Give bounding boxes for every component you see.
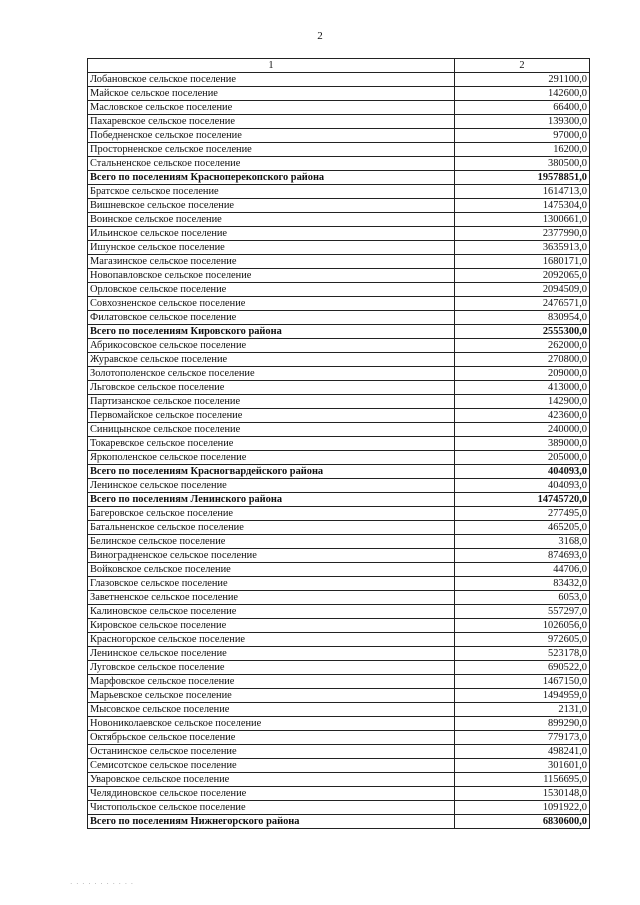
amount-cell: 66400,0 [455,101,590,115]
settlement-name-cell: Чистопольское сельское поселение [88,801,455,815]
settlement-name-cell: Стальненское сельское поселение [88,157,455,171]
table-row [88,367,590,381]
amount-cell: 972605,0 [455,633,590,647]
settlement-name-cell: Всего по поселениям Кировского района [88,325,455,339]
settlement-name-cell: Октябрьское сельское поселение [88,731,455,745]
settlement-name-cell: Первомайское сельское поселение [88,409,455,423]
amount-cell: 6053,0 [455,591,590,605]
table-row [88,689,590,703]
table-row [88,73,590,87]
settlement-name-cell: Всего по поселениям Красногвардейского района [88,465,455,479]
settlement-name-cell: Журавское сельское поселение [88,353,455,367]
settlement-name-cell: Батальненское сельское поселение [88,521,455,535]
amount-cell: 2092065,0 [455,269,590,283]
table-body [88,73,590,829]
amount-cell: 2131,0 [455,703,590,717]
amount-cell: 404093,0 [455,465,590,479]
amount-cell: 498241,0 [455,745,590,759]
amount-cell: 14745720,0 [455,493,590,507]
amount-cell: 523178,0 [455,647,590,661]
table-row [88,129,590,143]
amount-cell: 1467150,0 [455,675,590,689]
amount-cell: 6830600,0 [455,815,590,829]
amount-cell: 557297,0 [455,605,590,619]
table-row [88,591,590,605]
table-row [88,101,590,115]
settlement-name-cell: Партизанское сельское поселение [88,395,455,409]
table-total-row [88,325,590,339]
table-row [88,633,590,647]
amount-cell: 404093,0 [455,479,590,493]
settlement-name-cell: Магазинское сельское поселение [88,255,455,269]
amount-cell: 1494959,0 [455,689,590,703]
table-total-row [88,171,590,185]
table-row [88,521,590,535]
table-row [88,157,590,171]
amount-cell: 97000,0 [455,129,590,143]
amount-cell: 830954,0 [455,311,590,325]
amount-cell: 262000,0 [455,339,590,353]
amount-cell: 44706,0 [455,563,590,577]
table-row [88,661,590,675]
table-row [88,115,590,129]
amount-cell: 277495,0 [455,507,590,521]
settlement-name-cell: Кировское сельское поселение [88,619,455,633]
settlement-name-cell: Масловское сельское поселение [88,101,455,115]
table-row [88,143,590,157]
table-row [88,87,590,101]
amount-cell: 209000,0 [455,367,590,381]
settlement-name-cell: Совхозненское сельское поселение [88,297,455,311]
table-row [88,647,590,661]
table-row [88,563,590,577]
table-row [88,731,590,745]
amount-cell: 1475304,0 [455,199,590,213]
table-row [88,759,590,773]
amount-cell: 291100,0 [455,73,590,87]
table-total-row [88,493,590,507]
amount-cell: 1026056,0 [455,619,590,633]
table-row [88,269,590,283]
table-row [88,507,590,521]
settlement-name-cell: Останинское сельское поселение [88,745,455,759]
page-number: 2 [317,30,323,42]
settlement-name-cell: Войковское сельское поселение [88,563,455,577]
settlement-name-cell: Ленинское сельское поселение [88,647,455,661]
settlement-name-cell: Красногорское сельское поселение [88,633,455,647]
settlement-name-cell: Орловское сельское поселение [88,283,455,297]
table-row [88,451,590,465]
table-row [88,577,590,591]
amount-cell: 465205,0 [455,521,590,535]
table-total-row [88,815,590,829]
settlement-name-cell: Вишневское сельское поселение [88,199,455,213]
amount-cell: 2476571,0 [455,297,590,311]
column-header-name: 1 [88,59,455,73]
settlement-name-cell: Виноградненское сельское поселение [88,549,455,563]
amount-cell: 874693,0 [455,549,590,563]
settlement-name-cell: Багеровское сельское поселение [88,507,455,521]
amount-cell: 1091922,0 [455,801,590,815]
table-row [88,409,590,423]
settlement-name-cell: Новопавловское сельское поселение [88,269,455,283]
settlement-name-cell: Просторненское сельское поселение [88,143,455,157]
settlement-name-cell: Ленинское сельское поселение [88,479,455,493]
amount-cell: 83432,0 [455,577,590,591]
amount-cell: 1156695,0 [455,773,590,787]
table-row [88,241,590,255]
settlement-name-cell: Лобановское сельское поселение [88,73,455,87]
amount-cell: 899290,0 [455,717,590,731]
amount-cell: 139300,0 [455,115,590,129]
table-total-row [88,465,590,479]
table-row [88,479,590,493]
table-row [88,745,590,759]
table-header-row [88,59,590,73]
table-row [88,717,590,731]
amount-cell: 690522,0 [455,661,590,675]
table-row [88,339,590,353]
table-row [88,185,590,199]
settlement-name-cell: Яркополенское сельское поселение [88,451,455,465]
table-row [88,227,590,241]
settlement-name-cell: Семисотское сельское поселение [88,759,455,773]
settlement-name-cell: Филатовское сельское поселение [88,311,455,325]
settlement-name-cell: Марьевское сельское поселение [88,689,455,703]
settlement-name-cell: Ильинское сельское поселение [88,227,455,241]
amount-cell: 301601,0 [455,759,590,773]
table-row [88,549,590,563]
amount-cell: 19578851,0 [455,171,590,185]
amount-cell: 1614713,0 [455,185,590,199]
amount-cell: 779173,0 [455,731,590,745]
settlement-name-cell: Марфовское сельское поселение [88,675,455,689]
amount-cell: 423600,0 [455,409,590,423]
settlement-name-cell: Всего по поселениям Нижнегорского района [88,815,455,829]
amount-cell: 142600,0 [455,87,590,101]
table-row [88,437,590,451]
amount-cell: 142900,0 [455,395,590,409]
settlement-name-cell: Золотополенское сельское поселение [88,367,455,381]
settlement-name-cell: Токаревское сельское поселение [88,437,455,451]
amount-cell: 2377990,0 [455,227,590,241]
amount-cell: 205000,0 [455,451,590,465]
settlement-name-cell: Луговское сельское поселение [88,661,455,675]
table-row [88,297,590,311]
settlement-name-cell: Пахаревское сельское поселение [88,115,455,129]
amount-cell: 1300661,0 [455,213,590,227]
settlement-name-cell: Калиновское сельское поселение [88,605,455,619]
table-row [88,605,590,619]
table-row [88,283,590,297]
settlement-name-cell: Синицынское сельское поселение [88,423,455,437]
settlement-name-cell: Всего по поселениям Красноперекопского района [88,171,455,185]
amount-cell: 3635913,0 [455,241,590,255]
settlement-name-cell: Уваровское сельское поселение [88,773,455,787]
settlement-name-cell: Челядиновское сельское поселение [88,787,455,801]
amount-cell: 1680171,0 [455,255,590,269]
settlement-name-cell: Ишунское сельское поселение [88,241,455,255]
settlement-name-cell: Глазовское сельское поселение [88,577,455,591]
settlement-name-cell: Майское сельское поселение [88,87,455,101]
amount-cell: 2094509,0 [455,283,590,297]
table-row [88,311,590,325]
table-row [88,773,590,787]
amount-cell: 1530148,0 [455,787,590,801]
settlement-name-cell: Мысовское сельское поселение [88,703,455,717]
table-row [88,423,590,437]
table-row [88,395,590,409]
table-row [88,353,590,367]
amount-cell: 389000,0 [455,437,590,451]
amount-cell: 240000,0 [455,423,590,437]
table-row [88,675,590,689]
table-row [88,619,590,633]
table-row [88,381,590,395]
settlement-name-cell: Братское сельское поселение [88,185,455,199]
settlements-budget-table [87,58,590,829]
amount-cell: 413000,0 [455,381,590,395]
amount-cell: 270800,0 [455,353,590,367]
settlement-name-cell: Новониколаевское сельское поселение [88,717,455,731]
settlement-name-cell: Всего по поселениям Ленинского района [88,493,455,507]
settlement-name-cell: Победненское сельское поселение [88,129,455,143]
table-row [88,213,590,227]
amount-cell: 2555300,0 [455,325,590,339]
settlement-name-cell: Льговское сельское поселение [88,381,455,395]
table-row [88,787,590,801]
table-row [88,535,590,549]
column-header-amount: 2 [455,59,590,73]
table-row [88,199,590,213]
amount-cell: 380500,0 [455,157,590,171]
table-row [88,703,590,717]
amount-cell: 16200,0 [455,143,590,157]
amount-cell: 3168,0 [455,535,590,549]
table-row [88,255,590,269]
settlement-name-cell: Воинское сельское поселение [88,213,455,227]
settlement-name-cell: Абрикосовское сельское поселение [88,339,455,353]
settlement-name-cell: Белинское сельское поселение [88,535,455,549]
scan-footer-mark: · · · · · · · · · · · [70,880,135,888]
table-row [88,801,590,815]
settlement-name-cell: Заветненское сельское поселение [88,591,455,605]
